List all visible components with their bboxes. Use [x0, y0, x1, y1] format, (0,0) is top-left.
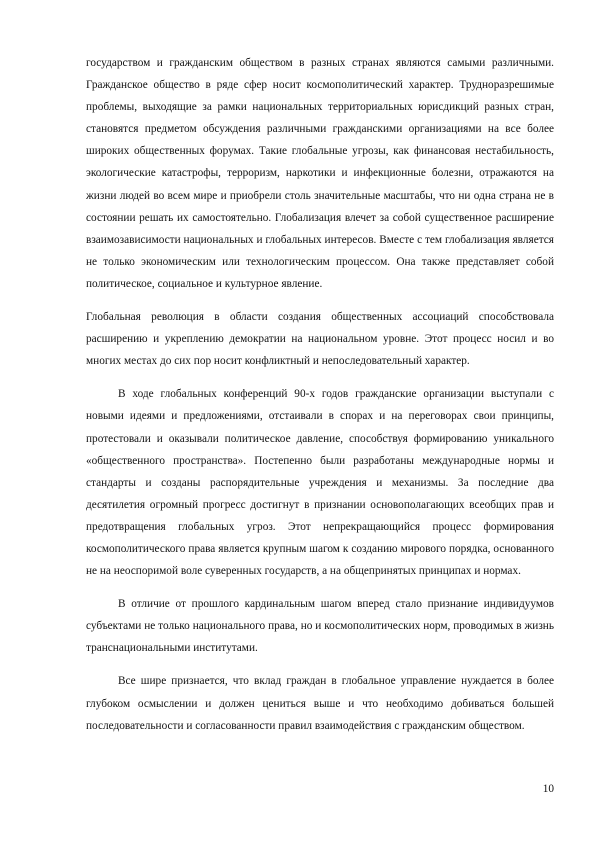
paragraph-citizen-contribution: Все шире признается, что вклад граждан в глобальное управление нуждается в более глубоком осмыслении и должен цениться выше и что необходимо добиваться большей последовательности и согласованности правил взаимодействия с гражданским обществом. [86, 675, 554, 732]
paragraph-individual-recognition: В отличие от прошлого кардинальным шагом вперед стало признание индивидуумов субъектами не только национального права, но и космополитических норм, проводимых в жизнь транснациональными институтами. [86, 598, 554, 655]
paragraph-global-conferences: В ходе глобальных конференций 90-х годов гражданские организации выступали с новыми идеями и предложениями, отстаивали в спорах и на переговорах свои принципы, протестовали и оказывали политическое давление, способствуя формированию уникального «общественного пространства». Постепенно были разработаны международные нормы и стандарты и созданы распорядительные учреждения и механизмы. За последние два десятилетия огромный прогресс достигнут в признании основополагающих всеобщих прав и предотвращения глобальных угроз. Этот непрекращающийся процесс формирования космополитического права является крупным шагом к созданию мирового порядка, основанного не на неоспоримой воле суверенных государств, а на общепринятых принципах и нормах. [86, 388, 554, 578]
document-body [86, 52, 554, 737]
paragraph-globalization: государством и гражданским обществом в разных странах являются самыми различными. Гражданское общество в ряде сфер носит космополитический характер. Трудноразрешимые проблемы, выходящие за рамки национальных территориальных юрисдикций разных стран, становятся предметом обсуждения различными гражданскими организациями на все более широких общественных форумах. Такие глобальные угрозы, как финансовая нестабильность, экологические катастрофы, терроризм, наркотики и инфекционные болезни, отражаются на жизни людей во всем мире и приобрели столь значительные масштабы, что ни одна страна не в состоянии решать их самостоятельно. Глобализация влечет за собой существенное расширение взаимозависимости национальных и глобальных интересов. Вместе с тем глобализация является не только экономическим или технологическим процессом. Она также представляет собой политическое, социальное и культурное явление. [86, 57, 554, 290]
paragraph-global-revolution: Глобальная революция в области создания общественных ассоциаций способствовала расширению и укреплению демократии на национальном уровне. Этот процесс носил и во многих местах до сих пор носит конфликтный и непоследовательный характер. [86, 311, 554, 368]
page-number: 10 [542, 783, 554, 795]
